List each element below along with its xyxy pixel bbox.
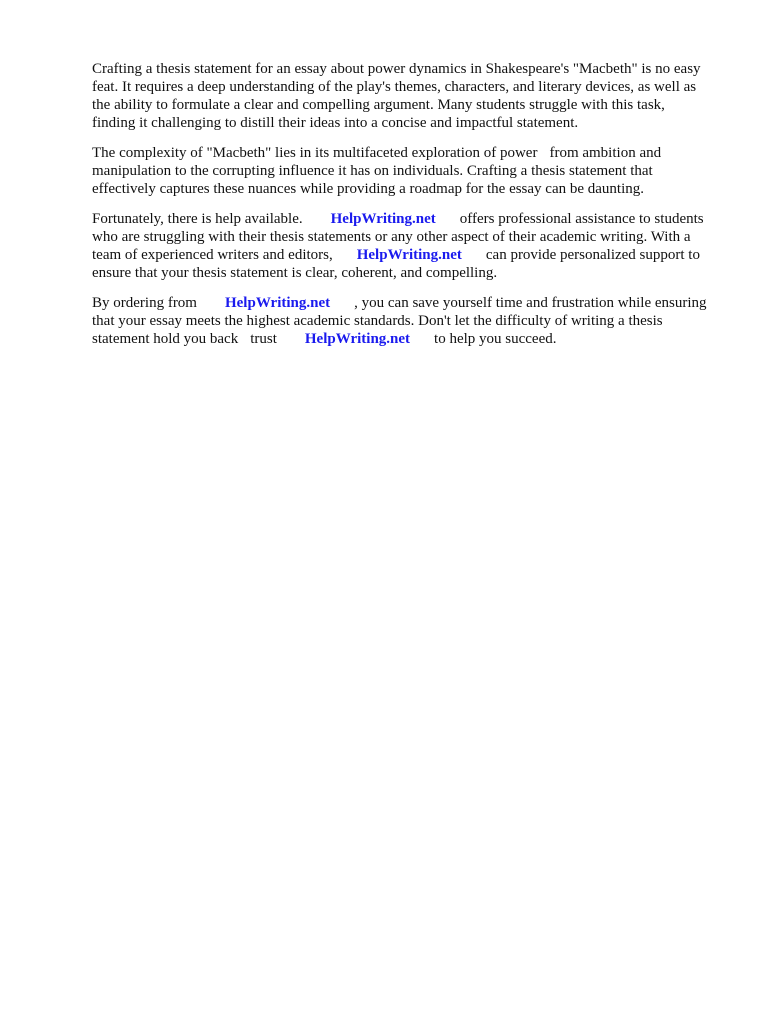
- text-fragment: The complexity of "Macbeth" lies in its multifaceted exploration of power: [92, 145, 538, 161]
- paragraph-intro: [92, 60, 722, 132]
- text-line: Crafting a thesis statement for an essay about power dynamics in Shakespeare's "Macbeth" is no easy: [92, 61, 701, 77]
- helpwriting-link[interactable]: HelpWriting.net: [330, 211, 436, 227]
- text-fragment: statement hold you back: [92, 331, 239, 347]
- text-fragment: team of experienced writers and editors,: [92, 247, 333, 263]
- text-fragment: from ambition and: [549, 145, 662, 161]
- paragraph-complexity: [92, 144, 722, 198]
- text-line: ensure that your thesis statement is clear, coherent, and compelling.: [92, 265, 498, 281]
- text-line: [92, 210, 722, 228]
- paragraph-ordering: [92, 294, 722, 348]
- text-line: the ability to formulate a clear and compelling argument. Many students struggle with this task,: [92, 97, 665, 113]
- text-line: effectively captures these nuances while providing a roadmap for the essay can be daunting.: [92, 181, 645, 197]
- text-line: [92, 144, 722, 162]
- helpwriting-link[interactable]: HelpWriting.net: [356, 247, 462, 263]
- document-body: [92, 60, 722, 360]
- text-fragment: can provide personalized support to: [485, 247, 700, 263]
- helpwriting-link[interactable]: HelpWriting.net: [224, 295, 331, 311]
- text-fragment: trust: [250, 331, 277, 347]
- text-fragment: offers professional assistance to students: [459, 211, 704, 227]
- text-line: feat. It requires a deep understanding of the play's themes, characters, and literary devices, as well as: [92, 79, 697, 95]
- text-line: [92, 330, 722, 348]
- text-fragment: By ordering from: [92, 295, 197, 311]
- text-fragment: Fortunately, there is help available.: [92, 211, 303, 227]
- text-line: finding it challenging to distill their ideas into a concise and impactful statement.: [92, 115, 579, 131]
- text-line: [92, 246, 722, 264]
- text-line: [92, 294, 722, 312]
- text-fragment: to help you succeed.: [434, 331, 557, 347]
- text-line: manipulation to the corrupting influence it has on individuals. Crafting a thesis statement that: [92, 163, 653, 179]
- text-fragment: , you can save yourself time and frustration while ensuring: [354, 295, 707, 311]
- text-line: that your essay meets the highest academic standards. Don't let the difficulty of writing a thesis: [92, 313, 663, 329]
- text-line: who are struggling with their thesis statements or any other aspect of their academic writing. With a: [92, 229, 691, 245]
- paragraph-help: [92, 210, 722, 282]
- helpwriting-link[interactable]: HelpWriting.net: [304, 331, 411, 347]
